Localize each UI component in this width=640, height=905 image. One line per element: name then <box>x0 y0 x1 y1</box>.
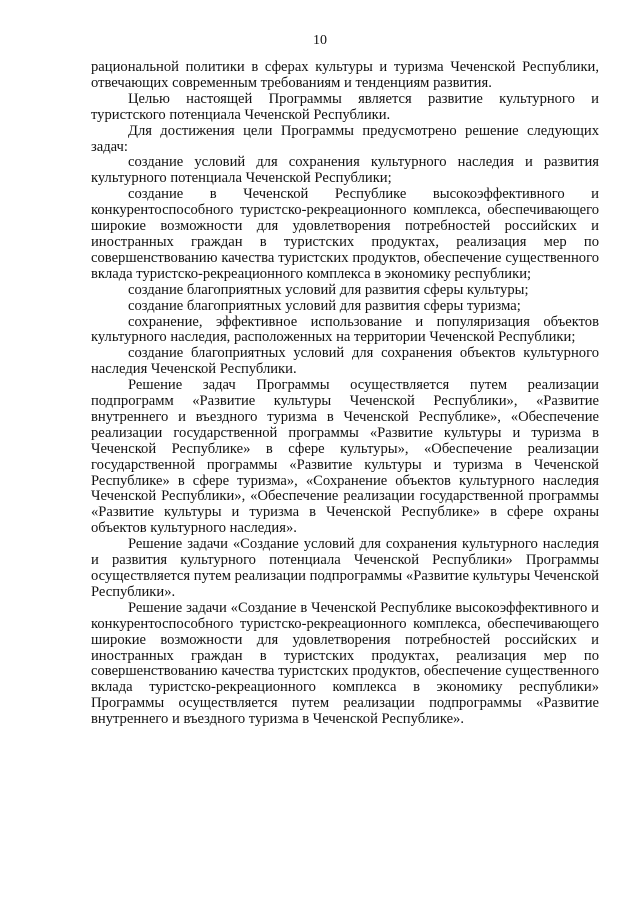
task-item-tourism-complex: создание в Чеченской Республике высокоэффективного и конкурентоспособного туристско-рекреационного комплекса, обеспечивающего широкие возможности для удовлетворения потребностей российских и иностранных граждан в туристских продуктах, реализация мер по совершенствованию качества туристских продуктов, обеспечение существенного вклада туристско-рекреационного комплекса в экономику республики; <box>91 186 599 282</box>
paragraph-program-goal: Целью настоящей Программы является развитие культурного и туристского потенциала Чеченской Республики. <box>91 90 599 123</box>
task-item-cultural-heritage: создание условий для сохранения культурного наследия и развития культурного потенциала Чеченской Республики; <box>91 154 599 187</box>
paragraph-tourism-subprogram: Решение задачи «Создание в Чеченской Республике высокоэффективного и конкурентоспособного туристско-рекреационного комплекса, обеспечивающего широкие возможности для удовлетворения потребностей российских и иностранных граждан в туристских продуктах, реализация мер по совершенствованию качества туристских продуктов, обеспечение существенного вклада туристско-рекреационного комплекса в экономику республики» Программы осуществляется путем реализации подпрограммы «Развитие внутреннего и въездного туризма в Чеченской Республике». <box>91 599 599 728</box>
paragraph-subprograms: Решение задач Программы осуществляется путем реализации подпрограмм «Развитие культуры Чеченской Республики», «Развитие внутреннего и въездного туризма в Чеченской Республике», «Обеспечение реализации государственной программы «Развитие культуры и туризма в Чеченской Республике» в сфере культуры», «Обеспечение реализации государственной программы «Развитие культуры и туризма в Чеченской Республике» в сфере туризма», «Сохранение объектов культурного наследия Чеченской Республики», «Обеспечение реализации государственной программы «Развитие культуры и туризма в Чеченской Республике» в сфере охраны объектов культурного наследия». <box>91 377 599 537</box>
paragraph-tasks-intro: Для достижения цели Программы предусмотрено решение следующих задач: <box>91 122 599 155</box>
task-item-tourism-sphere: создание благоприятных условий для развития сферы туризма; <box>128 297 521 314</box>
paragraph-continuation: рациональной политики в сферах культуры и туризма Чеченской Республики, отвечающих современным требованиям и тенденциям развития. <box>91 59 599 91</box>
document-body <box>91 60 599 728</box>
task-item-heritage-preservation: создание благоприятных условий для сохранения объектов культурного наследия Чеченской Республики. <box>91 345 599 378</box>
task-item-culture-sphere: создание благоприятных условий для развития сферы культуры; <box>128 281 529 298</box>
paragraph-culture-subprogram: Решение задачи «Создание условий для сохранения культурного наследия и развития культурного потенциала Чеченской Республики» Программы осуществляется путем реализации подпрограммы «Развитие культуры Чеченской Республики». <box>91 536 599 600</box>
task-item-heritage-popularization: сохранение, эффективное использование и популяризация объектов культурного наследия, расположенных на территории Чеченской Республики; <box>91 313 599 346</box>
page-number: 10 <box>313 33 327 48</box>
